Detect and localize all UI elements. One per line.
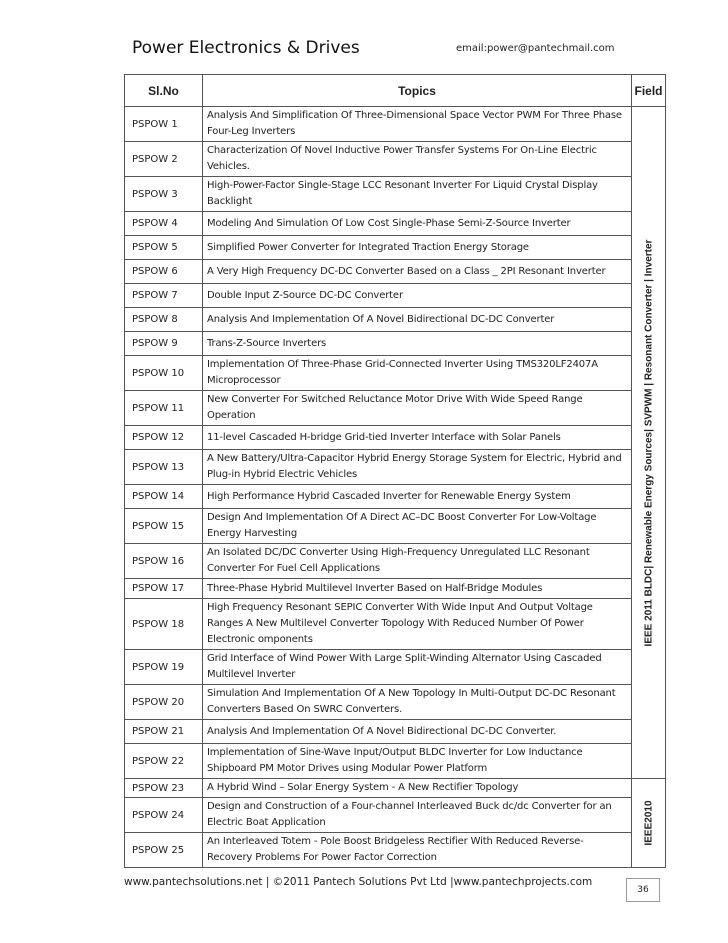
row-topic: Design And Implementation Of A Direct AC–DC Boost Converter For Low-Voltage Energy Harvesting xyxy=(203,509,632,544)
table-row xyxy=(125,391,666,426)
table-row xyxy=(125,509,666,544)
topics-table xyxy=(124,74,666,868)
row-id: PSPOW 21 xyxy=(125,720,203,744)
column-header-slno: Sl.No xyxy=(125,75,203,107)
row-topic: Grid Interface of Wind Power With Large Split-Winding Alternator Using Cascaded Multilevel Inverter xyxy=(203,650,632,685)
row-topic: Analysis And Implementation Of A Novel Bidirectional DC-DC Converter xyxy=(203,308,632,332)
row-id: PSPOW 3 xyxy=(125,177,203,212)
row-id: PSPOW 18 xyxy=(125,599,203,650)
table-row xyxy=(125,236,666,260)
row-topic: Trans-Z-Source Inverters xyxy=(203,332,632,356)
row-topic: Simplified Power Converter for Integrated Traction Energy Storage xyxy=(203,236,632,260)
column-header-field: Field xyxy=(632,75,666,107)
row-topic: Implementation of Sine-Wave Input/Output BLDC Inverter for Low Inductance Shipboard PM Motor Drives using Modular Power Platform xyxy=(203,744,632,779)
table-row xyxy=(125,720,666,744)
row-topic: An Interleaved Totem - Pole Boost Bridgeless Rectifier With Reduced Reverse-Recovery Problems For Power Factor Correction xyxy=(203,833,632,868)
table-row xyxy=(125,356,666,391)
table-row xyxy=(125,650,666,685)
row-id: PSPOW 14 xyxy=(125,485,203,509)
row-id: PSPOW 11 xyxy=(125,391,203,426)
field-group-label: IEEE 2011 BLDC| Renewable Energy Sources| SVPWM | Resonant Converter | Inverter xyxy=(643,239,654,646)
row-topic: High-Power-Factor Single-Stage LCC Resonant Inverter For Liquid Crystal Display Backlight xyxy=(203,177,632,212)
table-row xyxy=(125,779,666,798)
page-title: Power Electronics & Drives xyxy=(132,38,360,58)
row-topic: Characterization Of Novel Inductive Power Transfer Systems For On-Line Electric Vehicles. xyxy=(203,142,632,177)
row-id: PSPOW 13 xyxy=(125,450,203,485)
table-row xyxy=(125,107,666,142)
row-topic: Analysis And Implementation Of A Novel Bidirectional DC-DC Converter. xyxy=(203,720,632,744)
row-topic: Three-Phase Hybrid Multilevel Inverter Based on Half-Bridge Modules xyxy=(203,579,632,599)
row-topic: High Performance Hybrid Cascaded Inverter for Renewable Energy System xyxy=(203,485,632,509)
page-number: 36 xyxy=(626,878,660,902)
table-row xyxy=(125,426,666,450)
row-id: PSPOW 5 xyxy=(125,236,203,260)
page-header xyxy=(132,38,672,68)
row-id: PSPOW 10 xyxy=(125,356,203,391)
row-topic: Design and Construction of a Four-channel Interleaved Buck dc/dc Converter for an Electric Boat Application xyxy=(203,798,632,833)
table-row xyxy=(125,744,666,779)
table-row xyxy=(125,142,666,177)
row-id: PSPOW 8 xyxy=(125,308,203,332)
table-row xyxy=(125,308,666,332)
table-row xyxy=(125,260,666,284)
table-row xyxy=(125,450,666,485)
row-topic: An Isolated DC/DC Converter Using High-Frequency Unregulated LLC Resonant Converter For Fuel Cell Applications xyxy=(203,544,632,579)
table-row xyxy=(125,833,666,868)
row-topic: High Frequency Resonant SEPIC Converter With Wide Input And Output Voltage Ranges A New Multilevel Converter Topology With Reduced Number Of Power Electronic omponents xyxy=(203,599,632,650)
row-topic: New Converter For Switched Reluctance Motor Drive With Wide Speed Range Operation xyxy=(203,391,632,426)
table-row xyxy=(125,485,666,509)
row-id: PSPOW 4 xyxy=(125,212,203,236)
row-id: PSPOW 20 xyxy=(125,685,203,720)
row-id: PSPOW 22 xyxy=(125,744,203,779)
table-row xyxy=(125,544,666,579)
header-email: email:power@pantechmail.com xyxy=(456,43,615,54)
row-topic: A Hybrid Wind – Solar Energy System - A New Rectifier Topology xyxy=(203,779,632,798)
row-id: PSPOW 19 xyxy=(125,650,203,685)
row-id: PSPOW 15 xyxy=(125,509,203,544)
row-topic: 11-level Cascaded H-bridge Grid-tied Inverter Interface with Solar Panels xyxy=(203,426,632,450)
row-topic: Analysis And Simplification Of Three-Dimensional Space Vector PWM For Three Phase Four-Leg Inverters xyxy=(203,107,632,142)
row-id: PSPOW 23 xyxy=(125,779,203,798)
row-id: PSPOW 24 xyxy=(125,798,203,833)
table-row xyxy=(125,599,666,650)
table-row xyxy=(125,685,666,720)
row-id: PSPOW 16 xyxy=(125,544,203,579)
row-id: PSPOW 17 xyxy=(125,579,203,599)
row-id: PSPOW 7 xyxy=(125,284,203,308)
row-id: PSPOW 2 xyxy=(125,142,203,177)
row-topic: Implementation Of Three-Phase Grid-Connected Inverter Using TMS320LF2407A Microprocessor xyxy=(203,356,632,391)
row-id: PSPOW 12 xyxy=(125,426,203,450)
table-row xyxy=(125,798,666,833)
row-id: PSPOW 9 xyxy=(125,332,203,356)
table-row xyxy=(125,212,666,236)
row-id: PSPOW 25 xyxy=(125,833,203,868)
row-topic: A Very High Frequency DC-DC Converter Based on a Class _ 2PI Resonant Inverter xyxy=(203,260,632,284)
table-row xyxy=(125,579,666,599)
row-id: PSPOW 6 xyxy=(125,260,203,284)
row-topic: Simulation And Implementation Of A New Topology In Multi-Output DC-DC Resonant Converters Based On SWRC Converters. xyxy=(203,685,632,720)
field-group-cell xyxy=(632,107,666,779)
table-row xyxy=(125,284,666,308)
table-header-row xyxy=(125,75,666,107)
field-group-label: IEEE2010 xyxy=(643,800,654,846)
row-topic: Modeling And Simulation Of Low Cost Single-Phase Semi-Z-Source Inverter xyxy=(203,212,632,236)
row-id: PSPOW 1 xyxy=(125,107,203,142)
column-header-topics: Topics xyxy=(203,75,632,107)
row-topic: Double Input Z-Source DC-DC Converter xyxy=(203,284,632,308)
row-topic: A New Battery/Ultra-Capacitor Hybrid Energy Storage System for Electric, Hybrid and Plug-in Hybrid Electric Vehicles xyxy=(203,450,632,485)
table-row xyxy=(125,177,666,212)
field-group-cell xyxy=(632,779,666,868)
table-row xyxy=(125,332,666,356)
page-footer: www.pantechsolutions.net | ©2011 Pantech Solutions Pvt Ltd |www.pantechprojects.com xyxy=(124,876,593,888)
